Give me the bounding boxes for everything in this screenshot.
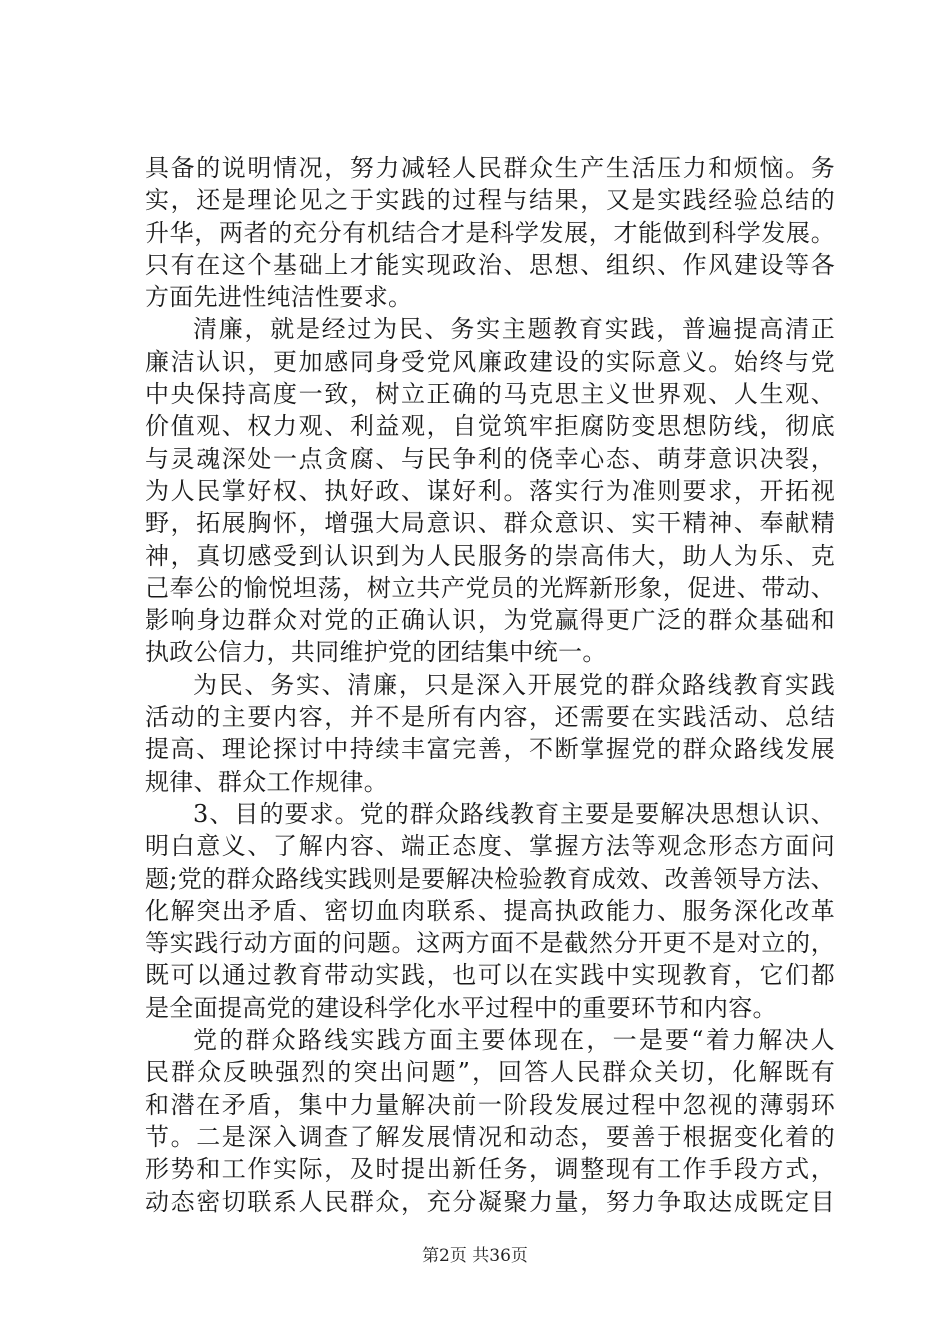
text-line: 是全面提高党的建设科学化水平过程中的重要环节和内容。	[145, 993, 777, 1022]
text-line: 具备的说明情况，努力减轻人民群众生产生活压力和烦恼。务	[145, 154, 835, 182]
text-line: 题;党的群众路线实践则是要解决检验教育成效、改善领导方法、	[145, 864, 835, 893]
text-line: 实，还是理论见之于实践的过程与结果，又是实践经验总结的	[145, 186, 835, 215]
text-line: 野，拓展胸怀，增强大局意识、群众意识、实干精神、奉献精	[145, 509, 835, 538]
text-line: 活动的主要内容，并不是所有内容，还需要在实践活动、总结	[145, 703, 835, 732]
text-line: 为人民掌好权、执好政、谋好利。落实行为准则要求，开拓视	[145, 476, 835, 505]
text-line: 执政公信力，共同维护党的团结集中统一。	[145, 638, 607, 667]
text-line: 己奉公的愉悦坦荡，树立共产党员的光辉新形象，促进、带动、	[145, 573, 835, 602]
text-line: 动态密切联系人民群众，充分凝聚力量，努力争取达成既定目	[145, 1187, 835, 1216]
text-line: 明白意义、了解内容、端正态度、掌握方法等观念形态方面问	[145, 832, 835, 861]
text-line: 形势和工作实际，及时提出新任务，调整现有工作手段方式，	[145, 1155, 835, 1184]
page-number-footer: 第2页 共36页	[422, 1246, 528, 1266]
text-line: 为民、务实、清廉，只是深入开展党的群众路线教育实践	[193, 670, 835, 699]
text-line: 价值观、权力观、利益观，自觉筑牢拒腐防变思想防线，彻底	[145, 412, 835, 441]
text-line: 3、目的要求。党的群众路线教育主要是要解决思想认识、	[193, 799, 835, 828]
text-line: 规律、群众工作规律。	[145, 767, 388, 796]
text-line: 民群众反映强烈的突出问题”，回答人民群众关切，化解既有	[145, 1058, 835, 1087]
text-line: 方面先进性纯洁性要求。	[145, 283, 413, 312]
text-line: 提高、理论探讨中持续丰富完善，不断掌握党的群众路线发展	[145, 735, 835, 764]
text-line: 神，真切感受到认识到为人民服务的崇高伟大，助人为乐、克	[145, 541, 835, 570]
text-line: 清廉，就是经过为民、务实主题教育实践，普遍提高清正	[193, 315, 835, 344]
text-line: 党的群众路线实践方面主要体现在，一是要“着力解决人	[193, 1026, 835, 1055]
text-line: 中央保持高度一致，树立正确的马克思主义世界观、人生观、	[145, 380, 835, 409]
text-line: 化解突出矛盾、密切血肉联系、提高执政能力、服务深化改革	[145, 896, 835, 925]
text-line: 既可以通过教育带动实践，也可以在实践中实现教育，它们都	[145, 961, 835, 990]
text-line: 节。二是深入调查了解发展情况和动态，要善于根据变化着的	[145, 1122, 835, 1151]
text-line: 升华，两者的充分有机结合才是科学发展，才能做到科学发展。	[145, 218, 835, 247]
text-line: 等实践行动方面的问题。这两方面不是截然分开更不是对立的，	[145, 929, 835, 958]
text-line: 廉洁认识，更加感同身受党风廉政建设的实际意义。始终与党	[145, 347, 835, 376]
text-line: 和潜在矛盾，集中力量解决前一阶段发展过程中忽视的薄弱环	[145, 1090, 835, 1119]
text-line: 只有在这个基础上才能实现政治、思想、组织、作风建设等各	[145, 250, 835, 279]
document-body	[145, 152, 835, 1218]
text-line: 与灵魂深处一点贪腐、与民争利的侥幸心态、萌芽意识决裂，	[145, 444, 835, 473]
text-line: 影响身边群众对党的正确认识，为党赢得更广泛的群众基础和	[145, 606, 835, 635]
